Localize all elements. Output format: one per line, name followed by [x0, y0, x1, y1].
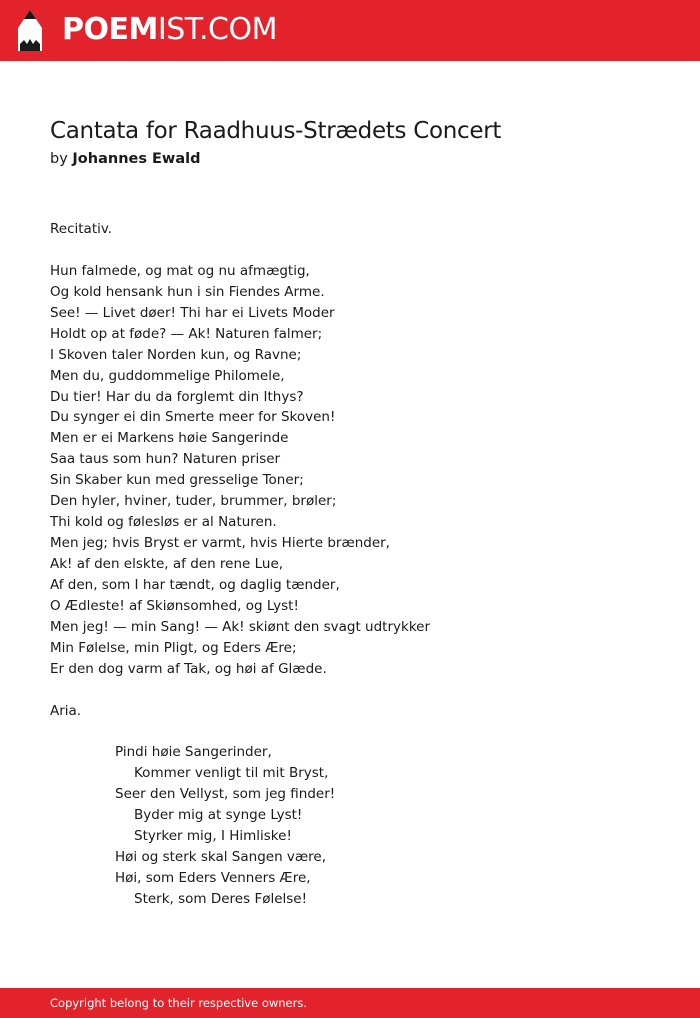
author-name[interactable]: Johannes Ewald — [72, 151, 201, 167]
poem-line: Min Følelse, min Pligt, og Eders Ære; — [50, 639, 297, 656]
poem-line: Sterk, som Deres Følelse! — [134, 891, 308, 907]
poem-line: Seer den Vellyst, som jeg finder! — [115, 786, 336, 803]
poem-line: Men jeg! — min Sang! — Ak! skiønt den svagt udtrykker — [50, 618, 431, 635]
aria-heading: Aria. — [50, 702, 82, 719]
poem-line: Er den dog varm af Tak, og høi af Glæde. — [50, 660, 327, 677]
by-label: by — [50, 151, 68, 167]
stanza-break — [50, 240, 670, 261]
site-logo-link[interactable] — [62, 12, 277, 48]
poem-line: Pindi høie Sangerinder, — [115, 744, 272, 761]
poem-line: Holdt op at føde? — Ak! Naturen falmer; — [50, 325, 323, 342]
logo-text-light: IST.COM — [157, 12, 277, 47]
poem-title: Cantata for Raadhuus-Strædets Concert — [50, 118, 502, 144]
poem-line: Men jeg; hvis Bryst er varmt, hvis Hierte brænder, — [50, 535, 390, 552]
poem-line: I Skoven taler Norden kun, og Ravne; — [50, 346, 302, 363]
copyright-text: Copyright belong to their respective owners. — [50, 996, 308, 1010]
poem-line: Den hyler, hviner, tuder, brummer, brøler; — [50, 493, 337, 510]
poem-line: Men du, guddommelige Philomele, — [50, 367, 285, 384]
poem-line: See! — Livet døer! Thi har ei Livets Moder — [50, 304, 335, 321]
aria-stanza — [50, 742, 670, 910]
recitativ-heading: Recitativ. — [50, 221, 113, 237]
poem-line: Kommer venligt til mit Bryst, — [134, 765, 329, 782]
poem-line: Styrker mig, I Himliske! — [134, 828, 292, 845]
poem-line: Ak! af den elskte, af den rene Lue, — [50, 556, 284, 572]
poem-line: O Ædleste! af Skiønsomhed, og Lyst! — [50, 597, 299, 614]
stanza-break — [50, 722, 670, 743]
poem-body — [50, 219, 670, 910]
poem-line: Høi, som Eders Venners Ære, — [115, 870, 311, 887]
poem-line: Du tier! Har du da forglemt din Ithys? — [50, 388, 304, 405]
poem-line: Høi og sterk skal Sangen være, — [115, 849, 327, 866]
poem-line: Sin Skaber kun med gresselige Toner; — [50, 472, 304, 489]
poem-line: Af den, som I har tændt, og daglig tænder, — [50, 576, 340, 593]
poem-line: Du synger ei din Smerte meer for Skoven! — [50, 409, 336, 426]
byline — [50, 149, 200, 169]
poem-line: Thi kold og følesløs er al Naturen. — [50, 514, 277, 531]
poem-line: Men er ei Markens høie Sangerinde — [50, 430, 289, 447]
poem-line: Byder mig at synge Lyst! — [134, 807, 303, 824]
recitativ-stanza — [50, 261, 670, 680]
poem-line: Hun falmede, og mat og nu afmægtig, — [50, 262, 310, 279]
poem-line: Og kold hensank hun i sin Fiendes Arme. — [50, 283, 325, 300]
logo-text-bold: POEM — [62, 12, 158, 47]
stanza-break — [50, 680, 670, 701]
pencil-icon[interactable] — [18, 10, 42, 52]
site-footer — [0, 988, 700, 1018]
site-header — [0, 0, 700, 61]
poem-line: Saa taus som hun? Naturen priser — [50, 451, 281, 468]
